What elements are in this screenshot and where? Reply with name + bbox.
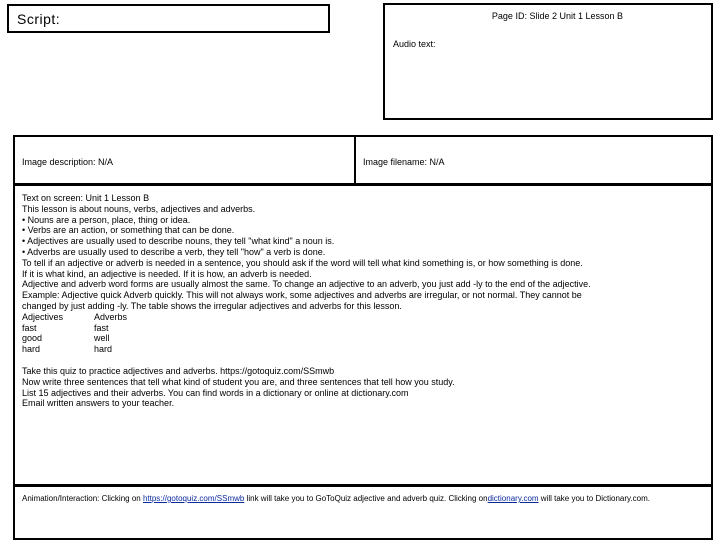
text-line: • Verbs are an action, or something that can be done.: [22, 225, 235, 236]
instruction-line: List 15 adjectives and their adverbs. You can find words in a dictionary or online at dictionary.com: [22, 387, 409, 398]
text-line: • Adjectives are usually used to describe nouns, they tell "what kind" a noun is.: [22, 236, 335, 247]
table-cell: fast: [94, 322, 109, 333]
screen-text-content: [22, 193, 712, 409]
image-filename-cell: [354, 135, 713, 185]
instruction-line: Now write three sentences that tell what kind of student you are, and three sentences that tell how you study.: [22, 376, 455, 387]
text-line: Example: Adjective quick Adverb quickly. This will not always work, some adjectives and adverbs are irregular, or not normal. They cannot be: [22, 290, 582, 301]
page-id: Page ID: Slide 2 Unit 1 Lesson B: [491, 11, 623, 21]
table-row: [22, 333, 712, 344]
animation-interaction-box: [13, 485, 713, 540]
animation-text: [22, 493, 706, 505]
animation-text-part: will take you to Dictionary.com.: [538, 494, 651, 503]
table-cell: hard: [94, 344, 113, 355]
table-header-adjectives: Adjectives: [22, 311, 64, 322]
audio-text-label: Audio text:: [393, 39, 436, 49]
image-description: Image description: N/A: [22, 157, 114, 167]
text-line: Adjective and adverb word forms are usually almost the same. To change an adjective to an adverb, you just add -ly to the end of the adjective.: [22, 279, 591, 290]
table-row: [22, 323, 712, 334]
table-header-row: [22, 312, 712, 323]
animation-text-part: Animation/Interaction: Clicking on: [22, 494, 143, 503]
gotoquiz-link[interactable]: https://gotoquiz.com/SSmwb: [142, 494, 245, 503]
table-header-adverbs: Adverbs: [94, 311, 128, 322]
table-row: [22, 344, 712, 355]
screen-text-box: [13, 184, 713, 486]
text-line: • Nouns are a person, place, thing or idea.: [22, 214, 191, 225]
text-line: If it is what kind, an adjective is needed. If it is how, an adverb is needed.: [22, 268, 312, 279]
table-cell: well: [94, 333, 110, 344]
script-label: Script:: [17, 11, 61, 27]
instruction-line: Take this quiz to practice adjectives and adverbs. https://gotoquiz.com/SSmwb: [22, 365, 335, 376]
instruction-line: Email written answers to your teacher.: [22, 398, 175, 409]
table-cell: good: [22, 333, 43, 344]
text-line: Text on screen: Unit 1 Lesson B: [22, 193, 150, 203]
image-description-cell: [13, 135, 356, 185]
text-line: changed by just adding -ly. The table shows the irregular adjectives and adverbs for this lesson.: [22, 300, 402, 311]
table-cell: fast: [22, 322, 37, 333]
page-info-box: [383, 3, 713, 120]
animation-text-part: link will take you to GoToQuiz adjective and adverb quiz. Clicking on: [244, 494, 488, 503]
table-cell: hard: [22, 344, 41, 355]
text-line: This lesson is about nouns, verbs, adjectives and adverbs.: [22, 203, 256, 214]
dictionary-link[interactable]: dictionary.com: [487, 494, 539, 503]
script-box: [7, 4, 330, 33]
image-filename: Image filename: N/A: [363, 157, 445, 167]
text-line: • Adverbs are usually used to describe a verb, they tell "how" a verb is done.: [22, 246, 326, 257]
text-line: To tell if an adjective or adverb is needed in a sentence, you should ask if the word will tell what kind something is, or how something is done.: [22, 257, 583, 268]
